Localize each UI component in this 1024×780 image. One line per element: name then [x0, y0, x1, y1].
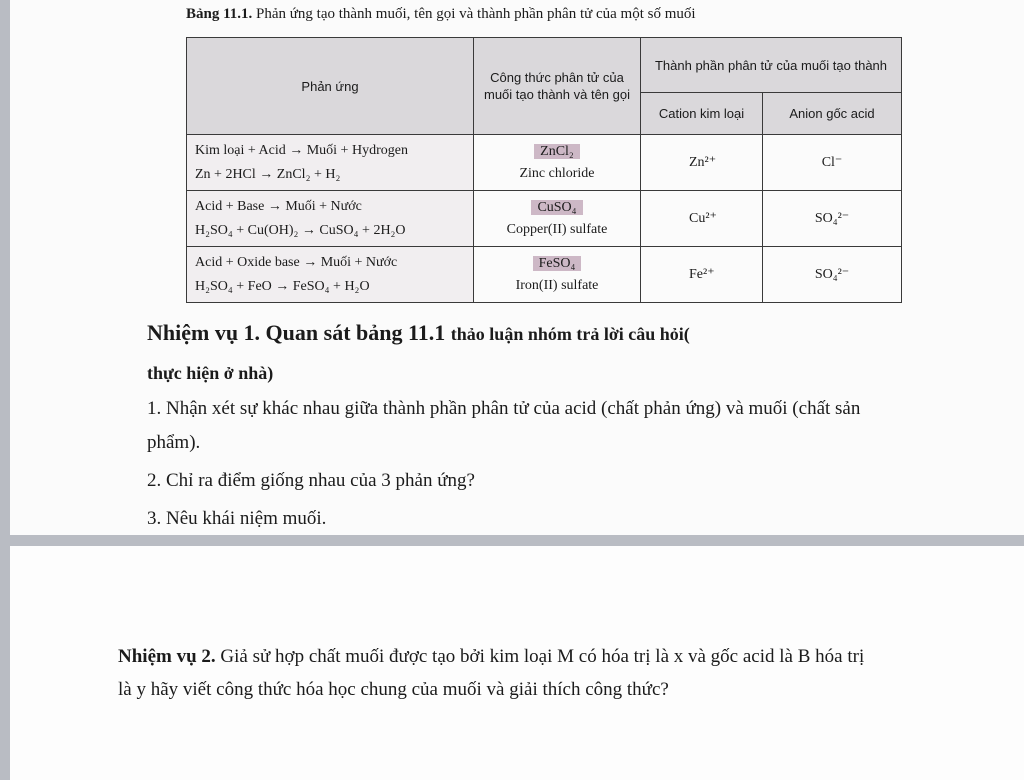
task1-question: 3. Nêu khái niệm muối.	[147, 508, 327, 529]
caption-text: Phản ứng tạo thành muối, tên gọi và thành phần phân tử của một số muối	[256, 6, 696, 22]
caption-label: Bảng 11.1.	[186, 6, 253, 22]
table-header-row	[187, 38, 902, 93]
reaction-example: H₂SO₄ + Cu(OH)₂ → CuSO₄ + 2H₂O	[195, 222, 406, 238]
reaction-cell	[187, 247, 474, 303]
salt-name: Zinc chloride	[519, 165, 595, 181]
header-formula: Công thức phân tử của muối tạo thành và tên gọi	[474, 38, 641, 135]
salt-name: Iron(II) sulfate	[515, 277, 599, 293]
task1-title: Nhiệm vụ 1. Quan sát bảng 11.1	[147, 320, 446, 345]
task2-text: Giả sử hợp chất muối được tạo bởi kim loại M có hóa trị là x và gốc acid là B hóa trị là y hãy viết công thức hóa học chung của muối và giải thích công thức?	[118, 646, 865, 700]
page-top	[10, 0, 1024, 535]
formula-cell	[474, 247, 641, 303]
formula-cell	[474, 135, 641, 191]
table-row	[187, 191, 902, 247]
task2-paragraph	[118, 640, 878, 706]
header-anion: Anion gốc acid	[763, 93, 902, 135]
salt-formula: FeSO₄	[533, 256, 582, 271]
anion-cell: Cl⁻	[763, 135, 902, 191]
cation-cell: Zn²⁺	[641, 135, 763, 191]
salt-table	[186, 37, 902, 303]
cation-cell: Fe²⁺	[641, 247, 763, 303]
task2-title: Nhiệm vụ 2.	[118, 646, 216, 667]
salt-formula: CuSO₄	[531, 200, 582, 215]
table-caption	[186, 6, 696, 23]
reaction-general: Acid + Base → Muối + Nước	[195, 198, 362, 214]
salt-name: Copper(II) sulfate	[506, 221, 608, 237]
anion-cell: SO₄²⁻	[763, 191, 902, 247]
header-cation: Cation kim loại	[641, 93, 763, 135]
reaction-cell	[187, 191, 474, 247]
page-bottom	[10, 546, 1024, 780]
cation-cell: Cu²⁺	[641, 191, 763, 247]
task1-heading	[147, 314, 947, 392]
table-row	[187, 247, 902, 303]
reaction-example: Zn + 2HCl → ZnCl₂ + H₂	[195, 166, 341, 182]
table-row	[187, 135, 902, 191]
reaction-cell	[187, 135, 474, 191]
reaction-general: Acid + Oxide base → Muối + Nước	[195, 254, 398, 270]
reaction-example: H₂SO₄ + FeO → FeSO₄ + H₂O	[195, 278, 370, 294]
header-reaction: Phản ứng	[187, 38, 474, 135]
anion-cell: SO₄²⁻	[763, 247, 902, 303]
task1-instruction: thảo luận nhóm trả lời câu hỏi(	[450, 324, 690, 344]
task1-instruction-cont: thực hiện ở nhà)	[147, 363, 274, 383]
header-composition: Thành phần phân tử của muối tạo thành	[641, 38, 902, 93]
task1-question: 2. Chỉ ra điểm giống nhau của 3 phản ứng?	[147, 470, 475, 491]
reaction-general: Kim loại + Acid → Muối + Hydrogen	[195, 142, 408, 158]
task1-question: 1. Nhận xét sự khác nhau giữa thành phần phân tử của acid (chất phản ứng) và muối (chất sản phẩm).	[147, 398, 861, 453]
salt-formula: ZnCl₂	[534, 144, 580, 159]
formula-cell	[474, 191, 641, 247]
